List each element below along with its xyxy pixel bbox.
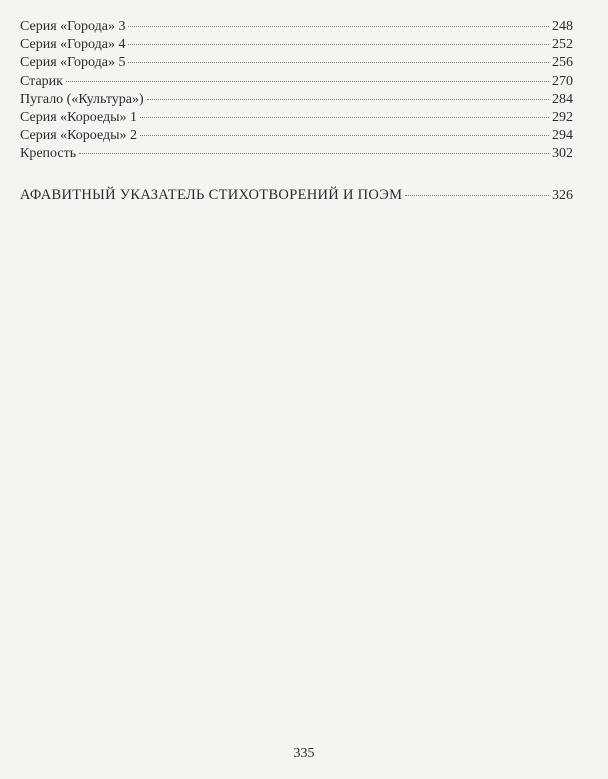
toc-entry-page: 270	[552, 73, 573, 89]
toc-entry	[20, 73, 573, 91]
toc-entry	[20, 91, 573, 109]
toc-entry-page: 292	[552, 109, 573, 125]
dot-leader	[128, 26, 549, 27]
toc-entry	[20, 145, 573, 163]
toc-entry-title: Старик	[20, 73, 63, 89]
dot-leader	[128, 62, 549, 63]
dot-leader	[128, 44, 549, 45]
toc-entry	[20, 36, 573, 54]
toc-entry-title: Крепость	[20, 146, 77, 162]
page-number: 335	[293, 746, 315, 761]
toc-entry	[20, 127, 573, 145]
toc-entry-page: 252	[552, 37, 573, 53]
toc-section-page: 326	[552, 187, 573, 203]
toc-entry-page: 294	[552, 128, 573, 144]
toc-entry-title: Пугало («Культура»)	[20, 91, 144, 107]
toc-entry-title: Серия «Города» 4	[20, 37, 126, 53]
toc-entry-page: 248	[552, 19, 573, 34]
dot-leader	[405, 195, 549, 196]
toc-entry-page: 284	[552, 91, 573, 107]
toc-entry-title: Серия «Города» 3	[20, 19, 126, 34]
toc-entry-title: Серия «Короеды» 2	[20, 128, 138, 144]
toc-section-title: АФАВИТНЫЙ УКАЗАТЕЛЬ СТИХОТВОРЕНИЙ И ПОЭМ	[20, 186, 403, 203]
toc-entry-title: Серия «Короеды» 1	[20, 109, 138, 125]
dot-leader	[147, 99, 549, 100]
toc-entry	[20, 18, 573, 36]
toc-entry-page: 302	[552, 146, 573, 162]
dot-leader	[79, 153, 549, 154]
toc-entry-page: 256	[552, 55, 573, 71]
dot-leader	[140, 117, 549, 118]
toc-entry	[20, 109, 573, 127]
toc-entry-title: Серия «Города» 5	[20, 55, 126, 71]
table-of-contents	[20, 18, 573, 205]
dot-leader	[140, 135, 549, 136]
toc-section-entry	[20, 185, 573, 205]
toc-entry	[20, 54, 573, 72]
dot-leader	[66, 81, 549, 82]
